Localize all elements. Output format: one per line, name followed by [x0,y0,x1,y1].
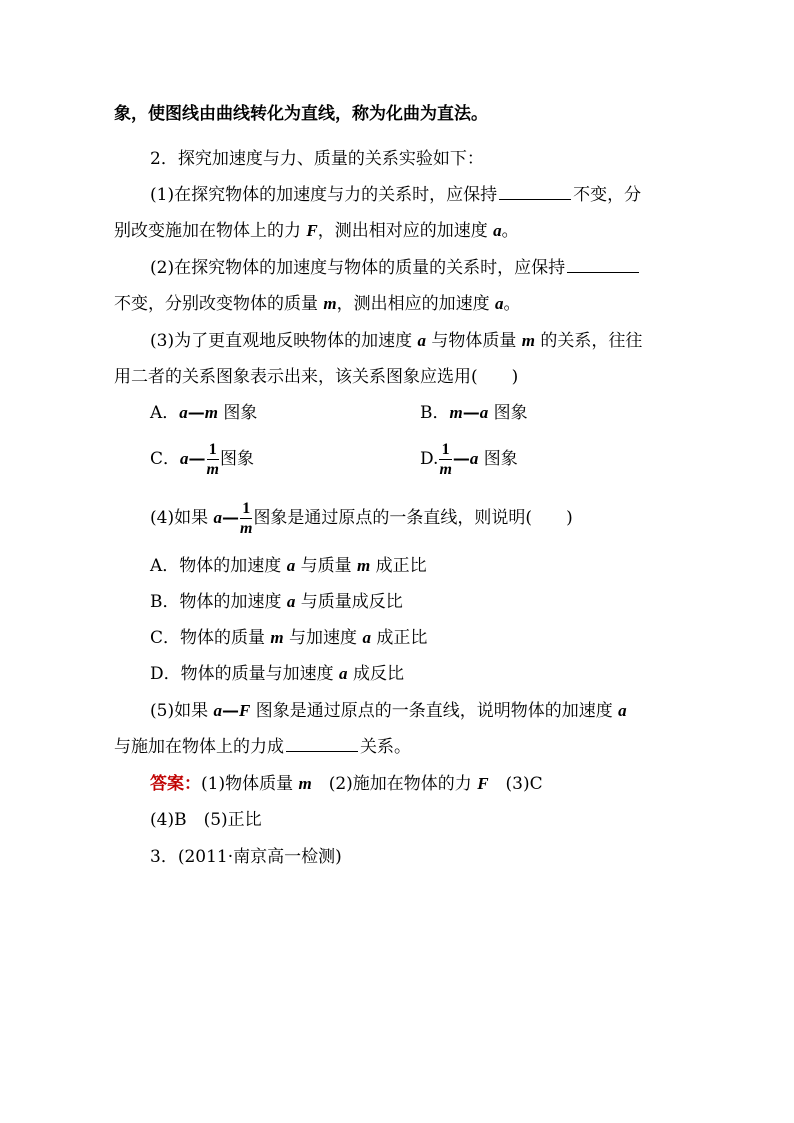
q2-p1-line1: (1)在探究物体的加速度与力的关系时，应保持 不变，分 [150,185,642,205]
fraction-1-over-m: $\frac{1}{m}$ [239,499,253,537]
q2-p5-line2: 与施加在物体上的力成 关系。 [114,737,411,757]
q2-p4: (4)如果 a— $\frac{1}{m}$ 图象是通过原点的一条直线，则说明( ) [150,499,573,537]
option-4a[interactable]: A．物体的加速度 a 与质量 m 成正比 [150,556,427,576]
answer-blank-2[interactable] [567,257,639,273]
fraction-1-over-m: $\frac{1}{m}$ [439,440,452,478]
q2-p1-line2: 别改变施加在物体上的力 F，测出相对应的加速度 a。 [114,221,519,241]
option-4c[interactable]: C．物体的质量 m 与加速度 a 成正比 [150,628,428,648]
answer-blank-5[interactable] [286,736,358,752]
option-3a[interactable]: A．a—m 图象 [150,403,258,423]
option-3d[interactable]: D. $\frac{1}{m}$ —a 图象 [420,440,518,478]
q2-p3-line2: 用二者的关系图象表示出来，该关系图象应选用( ) [114,367,519,387]
q3-heading: 3．(2011·南京高一检测) [150,847,342,867]
fraction-1-over-m: $\frac{1}{m}$ [206,440,219,478]
option-4b[interactable]: B．物体的加速度 a 与质量成反比 [150,592,403,612]
q2-p5-line1: (5)如果 a—F 图象是通过原点的一条直线，说明物体的加速度 a [150,701,627,721]
option-3c[interactable]: C．a— $\frac{1}{m}$ 图象 [150,440,254,478]
top-text: 象，使图线由曲线转化为直线，称为化曲为直法。 [114,104,488,124]
option-4d[interactable]: D．物体的质量与加速度 a 成反比 [150,664,404,684]
answer-line-2: (4)B (5)正比 [150,810,262,830]
option-3b[interactable]: B．m—a 图象 [420,403,528,423]
q2-p2-line1: (2)在探究物体的加速度与物体的质量的关系时，应保持 [150,257,641,279]
q2-p2-line2: 不变，分别改变物体的质量 m，测出相应的加速度 a。 [114,294,521,314]
q2-p3-line1: (3)为了更直观地反映物体的加速度 a 与物体质量 m 的关系，往往 [150,331,643,351]
answer-blank-1[interactable] [499,184,571,200]
answer-label: 答案： [150,774,201,794]
answer-line-1: 答案：(1)物体质量 m (2)施加在物体的力 F (3)C [150,774,543,794]
q2-intro: 2．探究加速度与力、质量的关系实验如下： [150,149,484,169]
